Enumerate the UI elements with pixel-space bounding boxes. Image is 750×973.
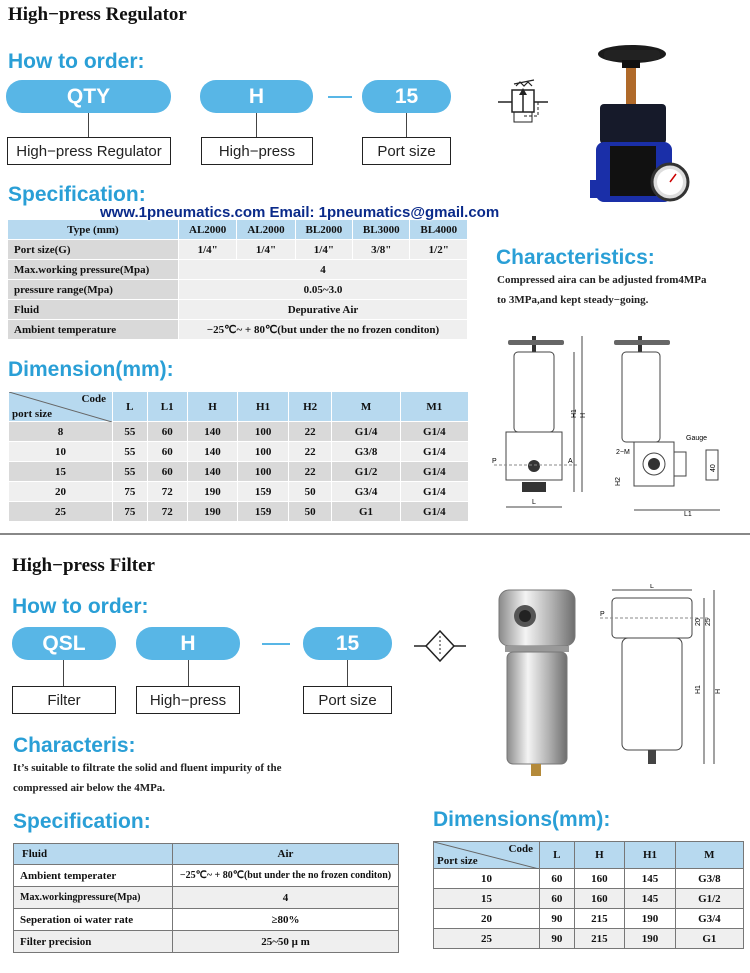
regulator-char-text-1: Compressed aira can be adjusted from4MPa: [497, 274, 707, 286]
dim-cell: G3/8: [675, 869, 743, 889]
spec-model: AL2000: [179, 220, 237, 240]
order-code-h: H: [200, 80, 313, 113]
table-row: [9, 422, 469, 442]
dim-cell: 215: [574, 909, 625, 929]
regulator-spec-title: Specification:: [8, 183, 146, 206]
spec-model: BL4000: [410, 220, 468, 240]
dim-cell: G3/4: [675, 909, 743, 929]
dim-cell: 60: [540, 869, 575, 889]
dim-cell: 75: [113, 502, 148, 522]
table-row: [434, 909, 744, 929]
dim-cell: 50: [288, 482, 332, 502]
drawing-label: 2−M: [616, 449, 630, 456]
order-desc-highpress: High−press: [136, 686, 240, 714]
dim-cell: 60: [147, 442, 187, 462]
spec-row-label: Ambient temperature: [8, 320, 179, 340]
regulator-product-image: [590, 42, 690, 222]
dim-cell: 25: [434, 929, 540, 949]
dim-header: M: [675, 842, 743, 869]
dim-cell: 140: [187, 442, 238, 462]
dim-cell: G1: [332, 502, 400, 522]
order-code-15: 15: [303, 627, 392, 660]
order-code-15: 15: [362, 80, 451, 113]
dim-header: H2: [288, 392, 332, 422]
dim-corner-cell: [434, 842, 540, 869]
filter-title: High−press Filter: [12, 555, 155, 576]
drawing-label: Gauge: [686, 435, 708, 442]
dim-cell: G1/4: [400, 442, 468, 462]
connector-line: [256, 113, 257, 137]
filter-char-text-2: compressed air below the 4MPa.: [13, 782, 166, 794]
filter-dim-table: [433, 841, 744, 949]
filter-how-to-order: How to order:: [12, 595, 149, 618]
filter-spec-label: Filter precision: [14, 931, 173, 953]
dim-cell: 100: [238, 422, 289, 442]
spec-port: 1/4": [237, 240, 295, 260]
filter-spec-fluid-label: Fluid: [14, 844, 173, 865]
regulator-dim-title: Dimension(mm):: [8, 358, 174, 381]
order-code-h: H: [136, 627, 240, 660]
dim-cell: 72: [147, 482, 187, 502]
dim-cell: 20: [9, 482, 113, 502]
order-code-qsl: QSL: [12, 627, 116, 660]
dim-cell: 75: [113, 482, 148, 502]
dim-cell: 90: [540, 929, 575, 949]
drawing-label: H1: [571, 409, 578, 418]
dim-header: L: [540, 842, 575, 869]
dim-cell: 15: [434, 889, 540, 909]
drawing-label: L1: [684, 511, 692, 518]
table-row: [434, 869, 744, 889]
spec-row-label: pressure range(Mpa): [8, 280, 179, 300]
regulator-title: High−press Regulator: [8, 4, 187, 25]
dim-header: H: [574, 842, 625, 869]
connector-line: [406, 113, 407, 137]
dim-cell: G1/2: [332, 462, 400, 482]
filter-spec-title: Specification:: [13, 810, 151, 833]
dim-header: H1: [625, 842, 676, 869]
dim-cell: 159: [238, 482, 289, 502]
regulator-char-text-2: to 3MPa,and kept steady−going.: [497, 294, 649, 306]
dim-cell: 190: [187, 502, 238, 522]
regulator-how-to-order: How to order:: [8, 50, 145, 73]
spec-row-value: 0.05~3.0: [179, 280, 468, 300]
dim-header: L1: [147, 392, 187, 422]
drawing-label: L: [532, 499, 536, 506]
dim-cell: 22: [288, 462, 332, 482]
spec-row-label: Fluid: [8, 300, 179, 320]
drawing-label: H: [580, 412, 587, 418]
connector-line: [347, 660, 348, 686]
spec-row-value: 4: [179, 260, 468, 280]
dim-port-label: port size: [12, 408, 53, 420]
table-row: [434, 889, 744, 909]
spec-row-label: Max.working pressure(Mpa): [8, 260, 179, 280]
dim-cell: 25: [9, 502, 113, 522]
dim-cell: 160: [574, 869, 625, 889]
dim-cell: 72: [147, 502, 187, 522]
contact-watermark: www.1pneumatics.com Email: 1pneumatics@gmail.com: [100, 204, 500, 221]
order-dash: [328, 96, 352, 98]
dim-port-label: Port size: [437, 855, 478, 867]
spec-port: 1/4": [179, 240, 237, 260]
regulator-spec-table: [7, 219, 468, 340]
spec-port: 1/4": [295, 240, 352, 260]
order-desc-portsize: Port size: [362, 137, 451, 165]
spec-row-value: Depurative Air: [179, 300, 468, 320]
dim-cell: 55: [113, 462, 148, 482]
regulator-char-title: Characteristics:: [496, 246, 655, 269]
dim-cell: 215: [574, 929, 625, 949]
dim-cell: 60: [540, 889, 575, 909]
dim-header: M: [332, 392, 400, 422]
dim-cell: G3/4: [332, 482, 400, 502]
dim-cell: G1/4: [400, 462, 468, 482]
filter-product-image: [495, 584, 579, 780]
drawing-label: P: [600, 611, 605, 618]
spec-type-label: Type (mm): [8, 220, 179, 240]
dim-cell: 60: [147, 462, 187, 482]
table-row: [9, 482, 469, 502]
dim-cell: 60: [147, 422, 187, 442]
filter-spec-value: −25℃~ + 80℃(but under the no frozen conditon): [173, 865, 399, 887]
connector-line: [188, 660, 189, 686]
dim-code-label: Code: [508, 843, 533, 855]
dim-header: H: [187, 392, 238, 422]
order-desc-filter: Filter: [12, 686, 116, 714]
dim-cell: 50: [288, 502, 332, 522]
dim-cell: G1/4: [400, 482, 468, 502]
filter-spec-value: 4: [173, 887, 399, 909]
dim-cell: G3/8: [332, 442, 400, 462]
dim-cell: 15: [9, 462, 113, 482]
dim-cell: G1/2: [675, 889, 743, 909]
filter-spec-value: ≥80%: [173, 909, 399, 931]
filter-dim-title: Dimensions(mm):: [433, 808, 611, 831]
drawing-label: A: [568, 458, 573, 465]
dim-cell: G1: [675, 929, 743, 949]
drawing-label: H: [715, 688, 722, 694]
section-divider: [0, 533, 750, 535]
drawing-label: 25: [705, 618, 712, 626]
spec-port: 3/8": [353, 240, 410, 260]
dim-cell: G1/4: [400, 502, 468, 522]
order-code-qty: QTY: [6, 80, 171, 113]
spec-model: BL2000: [295, 220, 352, 240]
drawing-label: L: [650, 584, 654, 590]
dim-cell: 190: [187, 482, 238, 502]
dim-cell: 22: [288, 422, 332, 442]
table-row: [434, 929, 744, 949]
spec-row-value: −25℃~ + 80℃(but under the no frozen conditon): [179, 320, 468, 340]
dim-cell: 20: [434, 909, 540, 929]
table-row: [9, 462, 469, 482]
drawing-label: H1: [695, 685, 702, 694]
dim-cell: G1/4: [400, 422, 468, 442]
drawing-label: 20: [695, 618, 702, 626]
spec-port-label: Port size(G): [8, 240, 179, 260]
dim-cell: 160: [574, 889, 625, 909]
filter-char-text-1: It’s suitable to filtrate the solid and fluent impurity of the: [13, 762, 282, 774]
dim-cell: 10: [434, 869, 540, 889]
spec-model: BL3000: [353, 220, 410, 240]
filter-dimension-drawing: [596, 584, 736, 780]
regulator-dim-table: [8, 391, 469, 522]
dim-cell: 55: [113, 442, 148, 462]
drawing-label: P: [492, 458, 497, 465]
filter-spec-table: [13, 843, 399, 953]
filter-spec-label: Seperation oi water rate: [14, 909, 173, 931]
table-row: [9, 442, 469, 462]
regulator-dimension-drawing: [488, 332, 746, 522]
filter-spec-label: Ambient temperater: [14, 865, 173, 887]
table-row: [9, 502, 469, 522]
dim-cell: 55: [113, 422, 148, 442]
drawing-label: 40: [710, 464, 717, 472]
filter-spec-value: 25~50 μ m: [173, 931, 399, 953]
regulator-symbol-icon: [494, 78, 554, 134]
order-desc-regulator: High−press Regulator: [7, 137, 171, 165]
connector-line: [63, 660, 64, 686]
dim-cell: 140: [187, 462, 238, 482]
dim-cell: 145: [625, 889, 676, 909]
dim-cell: 100: [238, 442, 289, 462]
dim-cell: 22: [288, 442, 332, 462]
dim-cell: 90: [540, 909, 575, 929]
dim-corner-cell: [9, 392, 113, 422]
dim-cell: 190: [625, 929, 676, 949]
dim-code-label: Code: [81, 393, 106, 405]
dim-header: M1: [400, 392, 468, 422]
drawing-label: H2: [615, 477, 622, 486]
order-desc-portsize: Port size: [303, 686, 392, 714]
dim-cell: 159: [238, 502, 289, 522]
filter-char-title: Characteris:: [13, 734, 136, 757]
dim-cell: 10: [9, 442, 113, 462]
dim-cell: G1/4: [332, 422, 400, 442]
dim-cell: 100: [238, 462, 289, 482]
filter-spec-label: Max.workingpressure(Mpa): [14, 887, 173, 909]
dim-header: H1: [238, 392, 289, 422]
spec-port: 1/2": [410, 240, 468, 260]
filter-spec-fluid-value: Air: [173, 844, 399, 865]
order-dash: [262, 643, 290, 645]
spec-model: AL2000: [237, 220, 295, 240]
connector-line: [88, 113, 89, 137]
dim-cell: 8: [9, 422, 113, 442]
filter-symbol-icon: [414, 628, 466, 666]
dim-cell: 190: [625, 909, 676, 929]
dim-cell: 140: [187, 422, 238, 442]
dim-cell: 145: [625, 869, 676, 889]
order-desc-highpress: High−press: [201, 137, 313, 165]
dim-header: L: [113, 392, 148, 422]
